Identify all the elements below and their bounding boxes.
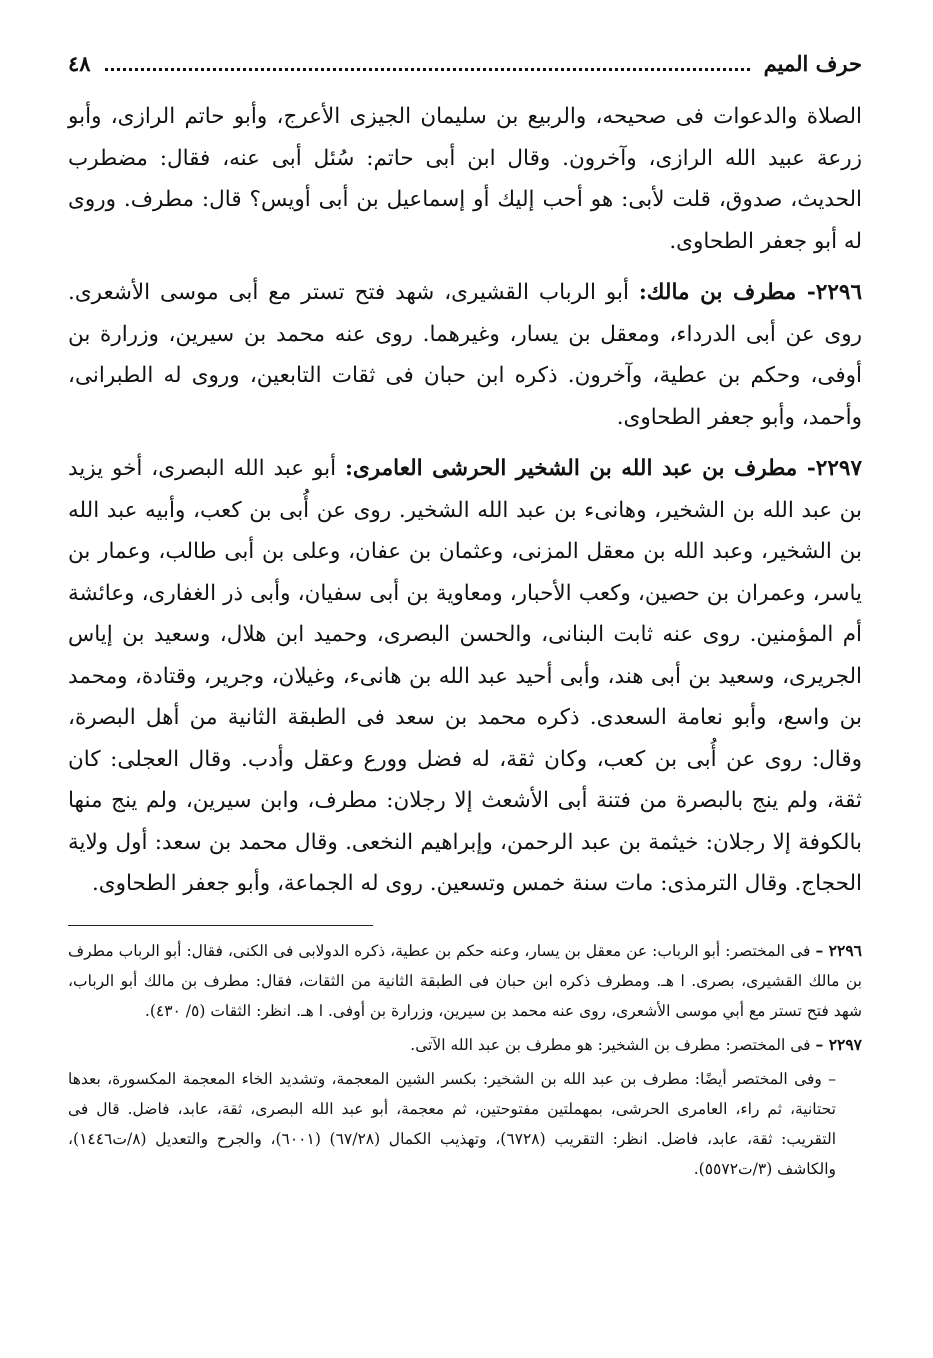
entry-heading: ٢٢٩٧- مطرف بن عبد الله بن الشخير الحرشى العامرى:: [345, 456, 862, 481]
footnote-number: ٢٢٩٦ –: [815, 940, 862, 960]
footnote-number: ٢٢٩٧ –: [815, 1034, 862, 1054]
footnote-separator: [68, 925, 373, 926]
footnote-2296: [68, 936, 862, 1026]
footnote-text: – وفى المختصر أيضًا: مطرف بن عبد الله بن الشخير: بكسر الشين المعجمة، وتشديد الخاء المعجمة المكسورة، بعدها تحتانية، ثم راء، العامرى الحرشى، بمهملتين مفتوحتين، ثم معجمة، أبو عبد الله البصرى، ثقة، عابد، فاضل. قال فى التقريب: ثقة، عابد، فاضل. انظر: التقريب (٦٧٢٨)، وتهذيب الكمال (٦٧/٢٨) (٦٠٠١)، والجرح والتعديل (٨/ت١٤٤٦)، والكاشف (٣/ت٥٥٧٢).: [68, 1069, 837, 1178]
paragraph-text: الصلاة والدعوات فى صحيحه، والربيع بن سليمان الجيزى الأعرج، وأبو حاتم الرازى، وأبو زرعة عبيد الله الرازى، وآخرون. وقال ابن أبى حاتم: سُئل أبى عنه، فقال: مضطرب الحديث، صدوق، قلت لأبى: هو أحب إليك أو إسماعيل بن أبى أويس؟ قال: مطرف. وروى له أبو جعفر الطحاوى.: [68, 104, 862, 254]
paragraph-entry-2296: [68, 272, 862, 438]
paragraph-text: أبو عبد الله البصرى، أخو يزيد بن عبد الله بن الشخير، وهانىء بن عبد الله الشخير. روى عن أُبى بن كعب، وأبيه عبد الله بن الشخير، وعبد الله بن معقل المزنى، وعثمان بن عفان، وعلى بن أبى طالب، وعمار بن ياسر، وعمران بن حصين، وكعب الأحبار، ومعاوية بن أبى سفيان، وأبى ذر الغفارى، وعائشة أم المؤمنين. روى عنه ثابت البنانى، والحسن البصرى، وحميد ابن هلال، وسعيد بن إياس الجريرى، وسعيد بن أبى هند، وأبى أحيد عبد الله بن هانىء، وغيلان، وجرير، وقتادة، ومحمد بن واسع، وأبو نعامة السعدى. ذكره محمد بن سعد فى الطبقة الثانية من أهل البصرة، وقال: روى عن أُبى بن كعب، وكان ثقة، له فضل وورع وعقل وأدب. وقال العجلى: كان ثقة، ولم ينج بالبصرة من فتنة أبى الأشعث إلا رجلان: مطرف، وابن سيرين، ولم ينج منها بالكوفة إلا رجلان: خيثمة بن عبد الرحمن، وإبراهيم النخعى. وقال محمد بن سعد: أول ولاية الحجاج. وقال الترمذى: مات سنة خمس وتسعين. روى له الجماعة، وأبو جعفر الطحاوى.: [68, 456, 862, 896]
footnote-text: فى المختصر: أبو الرباب: عن معقل بن يسار، وعنه حكم بن عطية، ذكره الدولابى فى الكنى، فقال: أبو الرباب مطرف بن مالك القشيرى، بصرى. ا هـ. ومطرف ذكره ابن حبان فى الطبقة الثانية من الثقات، فقال: مطرف بن مالك أبو الرباب، شهد فتح تستر مع أبي موسى الأشعرى، روى عنه محمد بن سيرين، وزرارة بن أوفى. ا هـ. انظر: الثقات (٥/ ٤٣٠).: [68, 941, 862, 1020]
entry-heading: ٢٢٩٦- مطرف بن مالك:: [638, 280, 862, 305]
header-dotted-leader: [105, 68, 750, 71]
footnotes: [68, 936, 862, 1184]
paragraph: [68, 96, 862, 262]
page-header: [68, 44, 862, 82]
footnote-2297: [68, 1030, 862, 1060]
footnote-2297-extra: [68, 1064, 862, 1184]
chapter-title: حرف الميم: [763, 50, 862, 76]
paragraph-text: أبو الرباب القشيرى، شهد فتح تستر مع أبى موسى الأشعرى. روى عن أبى الدرداء، ومعقل بن يسار، وغيرهما. روى عنه محمد بن سيرين، وزرارة بن أوفى، وحكم بن عطية، وآخرون. ذكره ابن حبان فى ثقات التابعين، وروى له الطبرانى، وأحمد، وأبو جعفر الطحاوى.: [68, 280, 862, 430]
paragraph-entry-2297: [68, 448, 862, 905]
main-text: [68, 96, 862, 905]
footnote-text: فى المختصر: مطرف بن الشخير: هو مطرف بن عبد الله الآتى.: [410, 1035, 811, 1054]
book-page: [68, 44, 862, 1334]
page-number: ٤٨: [68, 50, 91, 76]
